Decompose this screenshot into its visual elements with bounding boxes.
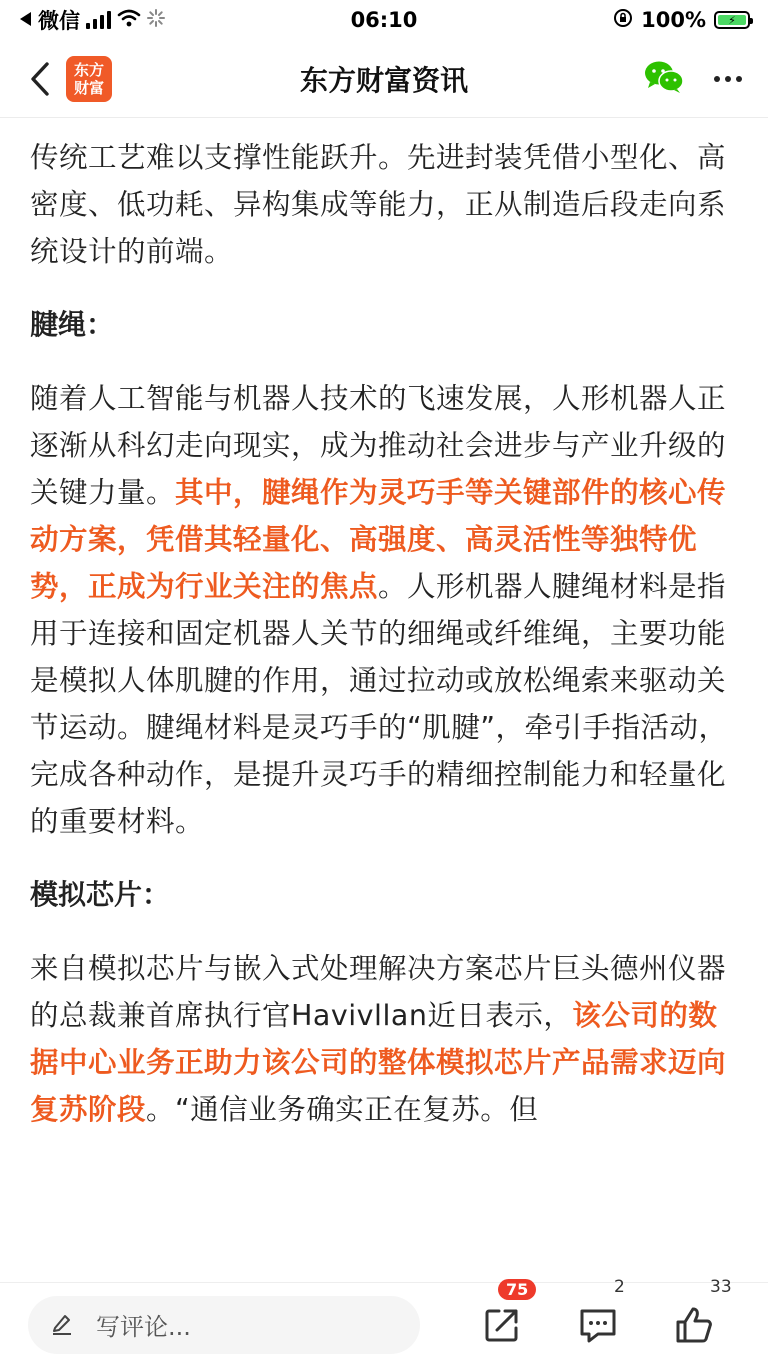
more-icon[interactable] <box>714 76 742 82</box>
orientation-lock-icon <box>613 8 633 33</box>
paragraph-3-highlight: 该公司的数据中心业务正助力该公司的整体模拟芯片产品需求迈向复苏阶段 <box>30 999 727 1126</box>
app-logo <box>66 56 112 102</box>
status-right <box>613 8 750 33</box>
nav-bar <box>0 40 768 118</box>
section-heading-tendon: 腱绳： <box>30 308 115 341</box>
bottom-bar <box>0 1276 768 1366</box>
paragraph-3-text-a: 来自模拟芯片与嵌入式处理解决方案芯片巨头德州仪器的总裁兼首席执行官Havivllan近日表示， <box>30 952 727 1032</box>
status-left <box>18 5 318 35</box>
share-button[interactable] <box>480 1279 529 1347</box>
share-icon <box>483 1306 521 1344</box>
article-body <box>0 118 768 1282</box>
page-title: 东方财富资讯 <box>299 63 468 97</box>
paragraph-2-highlight: 其中，腱绳作为灵巧手等关键部件的核心传动方案，凭借其轻量化、高强度、高灵活性等独特优势，正成为行业关注的焦点 <box>30 476 727 603</box>
charging-bolt-icon: ⚡ <box>718 15 746 25</box>
logo-line-1: 东方 <box>73 60 104 79</box>
status-bar <box>0 0 768 40</box>
status-time: 06:10 <box>350 8 418 32</box>
comment-count: 2 <box>614 1276 625 1297</box>
article-paragraph-2 <box>30 375 740 845</box>
thumbs-up-icon <box>674 1306 714 1344</box>
loading-spinner-icon <box>147 8 165 32</box>
nav-actions <box>644 60 742 98</box>
like-button[interactable] <box>672 1276 732 1347</box>
logo-line-2: 财富 <box>73 78 104 97</box>
carrier-label[interactable]: 微信 <box>38 9 80 33</box>
paragraph-2-text-a: 随着人工智能与机器人技术的飞速发展，人形机器人正逐渐从科幻走向现实，成为推动社会进步与产业升级的关键力量。 <box>30 382 727 509</box>
paragraph-2-text-b: 。人形机器人腱绳材料是指用于连接和固定机器人关节的细绳或纤维绳，主要功能是模拟人体肌腱的作用，通过拉动或放松绳索来驱动关节运动。腱绳材料是灵巧手的“肌腱”，牵引手指活动，完成各种动作，是提升灵巧手的精细控制能力和轻量化的重要材料。 <box>30 570 728 838</box>
comment-placeholder: 写评论... <box>96 1313 191 1341</box>
battery-icon <box>714 11 750 29</box>
wifi-icon <box>117 8 141 32</box>
wechat-share-icon[interactable] <box>644 60 684 98</box>
back-to-app-icon[interactable] <box>18 8 32 32</box>
paragraph-3-text-b: 。“通信业务确实正在复苏。但 <box>146 1093 539 1126</box>
section-heading-analog-chip: 模拟芯片： <box>30 878 171 911</box>
bottom-actions <box>480 1276 732 1347</box>
chevron-left-icon <box>30 62 50 96</box>
signal-icon <box>86 11 111 29</box>
article-paragraph-1: 传统工艺难以支撑性能跃升。先进封装凭借小型化、高密度、低功耗、异构集成等能力，正从制造后段走向系统设计的前端。 <box>30 141 727 268</box>
battery-percent: 100% <box>641 8 706 32</box>
pencil-icon <box>50 1311 74 1339</box>
comments-button[interactable] <box>576 1276 625 1347</box>
article-paragraph-3 <box>30 945 740 1133</box>
comment-input[interactable] <box>28 1296 420 1354</box>
back-button[interactable] <box>18 49 62 109</box>
like-count: 33 <box>710 1276 732 1297</box>
comment-bubble-icon <box>578 1306 618 1344</box>
share-badge: 75 <box>498 1279 536 1300</box>
